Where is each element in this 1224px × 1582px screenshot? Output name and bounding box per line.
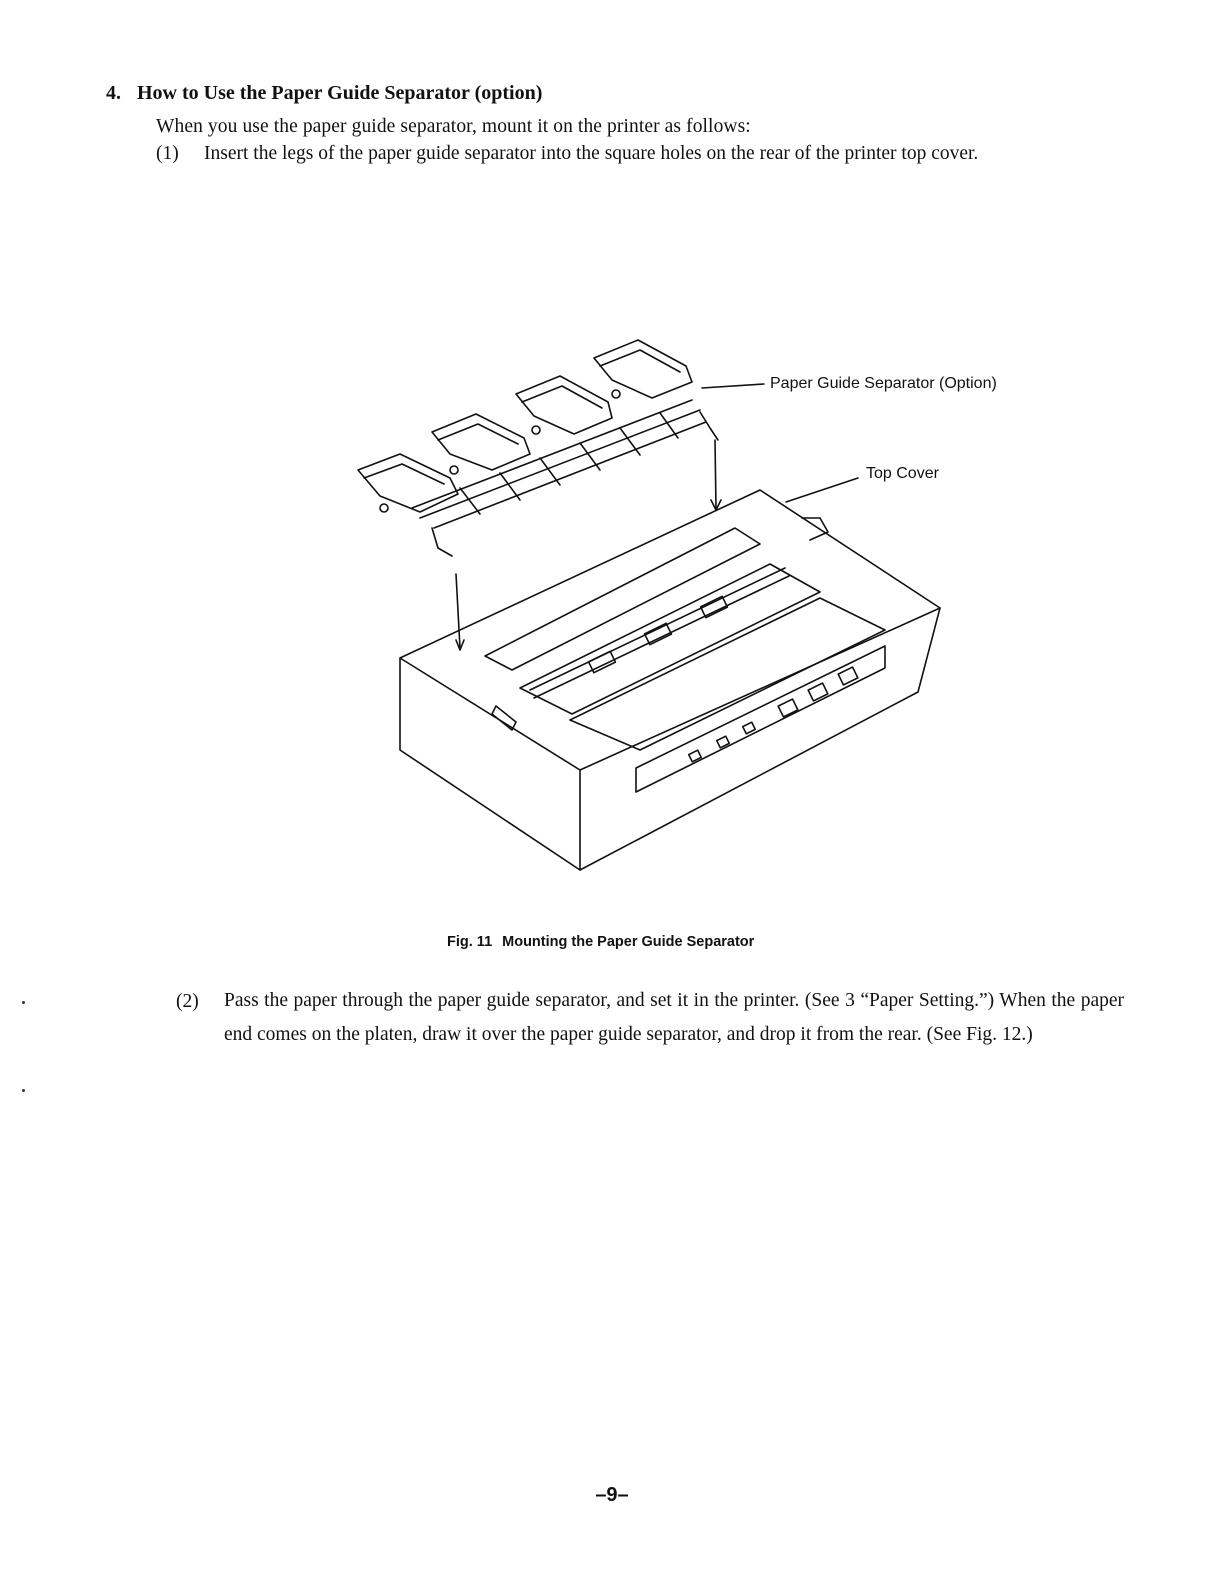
- intro-paragraph: When you use the paper guide separator, mount it on the printer as follows:: [156, 116, 751, 137]
- step-2: [176, 984, 1128, 1094]
- figure-caption-title: Mounting the Paper Guide Separator: [502, 934, 755, 950]
- callout-top-cover: Top Cover: [866, 465, 939, 482]
- callout-paper-guide-separator: Paper Guide Separator (Option): [770, 375, 997, 392]
- figure-caption: [447, 934, 754, 950]
- speck-mark: [22, 1001, 25, 1004]
- figure-number: Fig. 11: [447, 934, 493, 950]
- step-1: [156, 136, 1116, 216]
- section-number: 4.: [106, 82, 121, 104]
- step-1-marker: (1): [156, 143, 179, 164]
- printer-illustration: [340, 318, 1060, 888]
- speck-mark: [22, 1089, 25, 1092]
- section-heading: [106, 82, 542, 105]
- paper-guide-separator-drawing: [358, 340, 721, 650]
- page-number: –9–: [595, 1484, 629, 1506]
- step-1-text: Insert the legs of the paper guide separator into the square holes on the rear of the printer top cover.: [204, 143, 979, 164]
- printer-body-drawing: [400, 384, 940, 870]
- section-title: How to Use the Paper Guide Separator (option): [137, 82, 543, 104]
- step-2-marker: (2): [176, 991, 199, 1012]
- step-2-text: Pass the paper through the paper guide separator, and set it in the printer. (See 3 “Paper Setting.”) When the paper end comes on the platen, draw it over the paper guide separator, and drop it from the rear. (See Fig. 12.): [224, 990, 1124, 1045]
